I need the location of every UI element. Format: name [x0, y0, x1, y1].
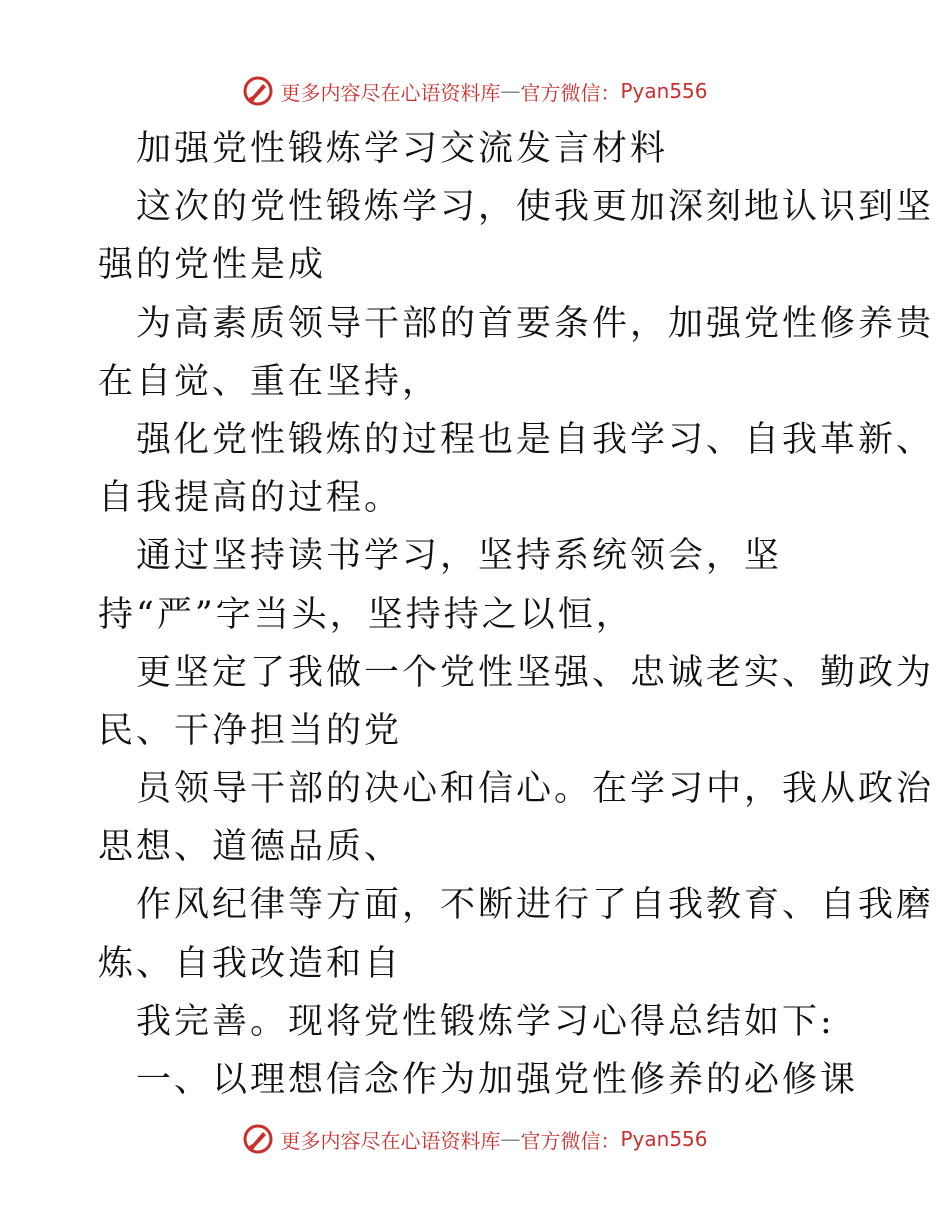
watermark-wechat-id: Pyan556 [620, 1127, 708, 1151]
text-line: 我完善。现将党性锻炼学习心得总结如下: [136, 1001, 835, 1042]
watermark-separator: — [500, 1127, 521, 1151]
text-line: 更坚定了我做一个党性坚强、忠诚老实、勤政为 [136, 652, 935, 693]
text-line: 民、干净担当的党 [98, 710, 403, 751]
text-line: 炼、自我改造和自 [98, 943, 403, 984]
watermark-label: 官方微信： [520, 80, 621, 105]
text-line: 通过坚持读书学习，坚持系统领会，坚 [136, 536, 783, 577]
brand-logo-icon [242, 1123, 274, 1155]
text-line: 思想、道德品质、 [98, 827, 403, 868]
watermark-footer [0, 1122, 950, 1156]
text-line: 这次的党性锻炼学习，使我更加深刻地认识到坚 [136, 187, 935, 228]
watermark-text: 更多内容尽在心语资料库 [280, 1128, 501, 1153]
watermark-text: 更多内容尽在心语资料库 [280, 80, 501, 105]
document-title: 加强党性锻炼学习交流发言材料 [136, 129, 669, 169]
text-line: 作风纪律等方面，不断进行了自我教育、自我磨 [136, 885, 935, 926]
text-line: 员领导干部的决心和信心。在学习中，我从政治 [136, 769, 935, 810]
text-line: 强的党性是成 [98, 245, 327, 286]
text-line: 强化党性锻炼的过程也是自我学习、自我革新、 [136, 419, 935, 460]
watermark-label: 官方微信： [520, 1128, 621, 1153]
watermark-header [0, 74, 950, 108]
text-line: 在自觉、重在坚持， [98, 361, 441, 402]
brand-logo-icon [242, 75, 274, 107]
watermark-separator: — [500, 79, 521, 103]
text-line: 为高素质领导干部的首要条件，加强党性修养贵 [136, 303, 935, 344]
watermark-wechat-id: Pyan556 [620, 79, 708, 103]
text-line: 自我提高的过程。 [98, 478, 403, 519]
text-line: 持“严”字当头，坚持持之以恒， [98, 594, 634, 635]
document-body [98, 120, 935, 1109]
section-heading: 一、以理想信念作为加强党性修养的必修课 [136, 1060, 859, 1100]
